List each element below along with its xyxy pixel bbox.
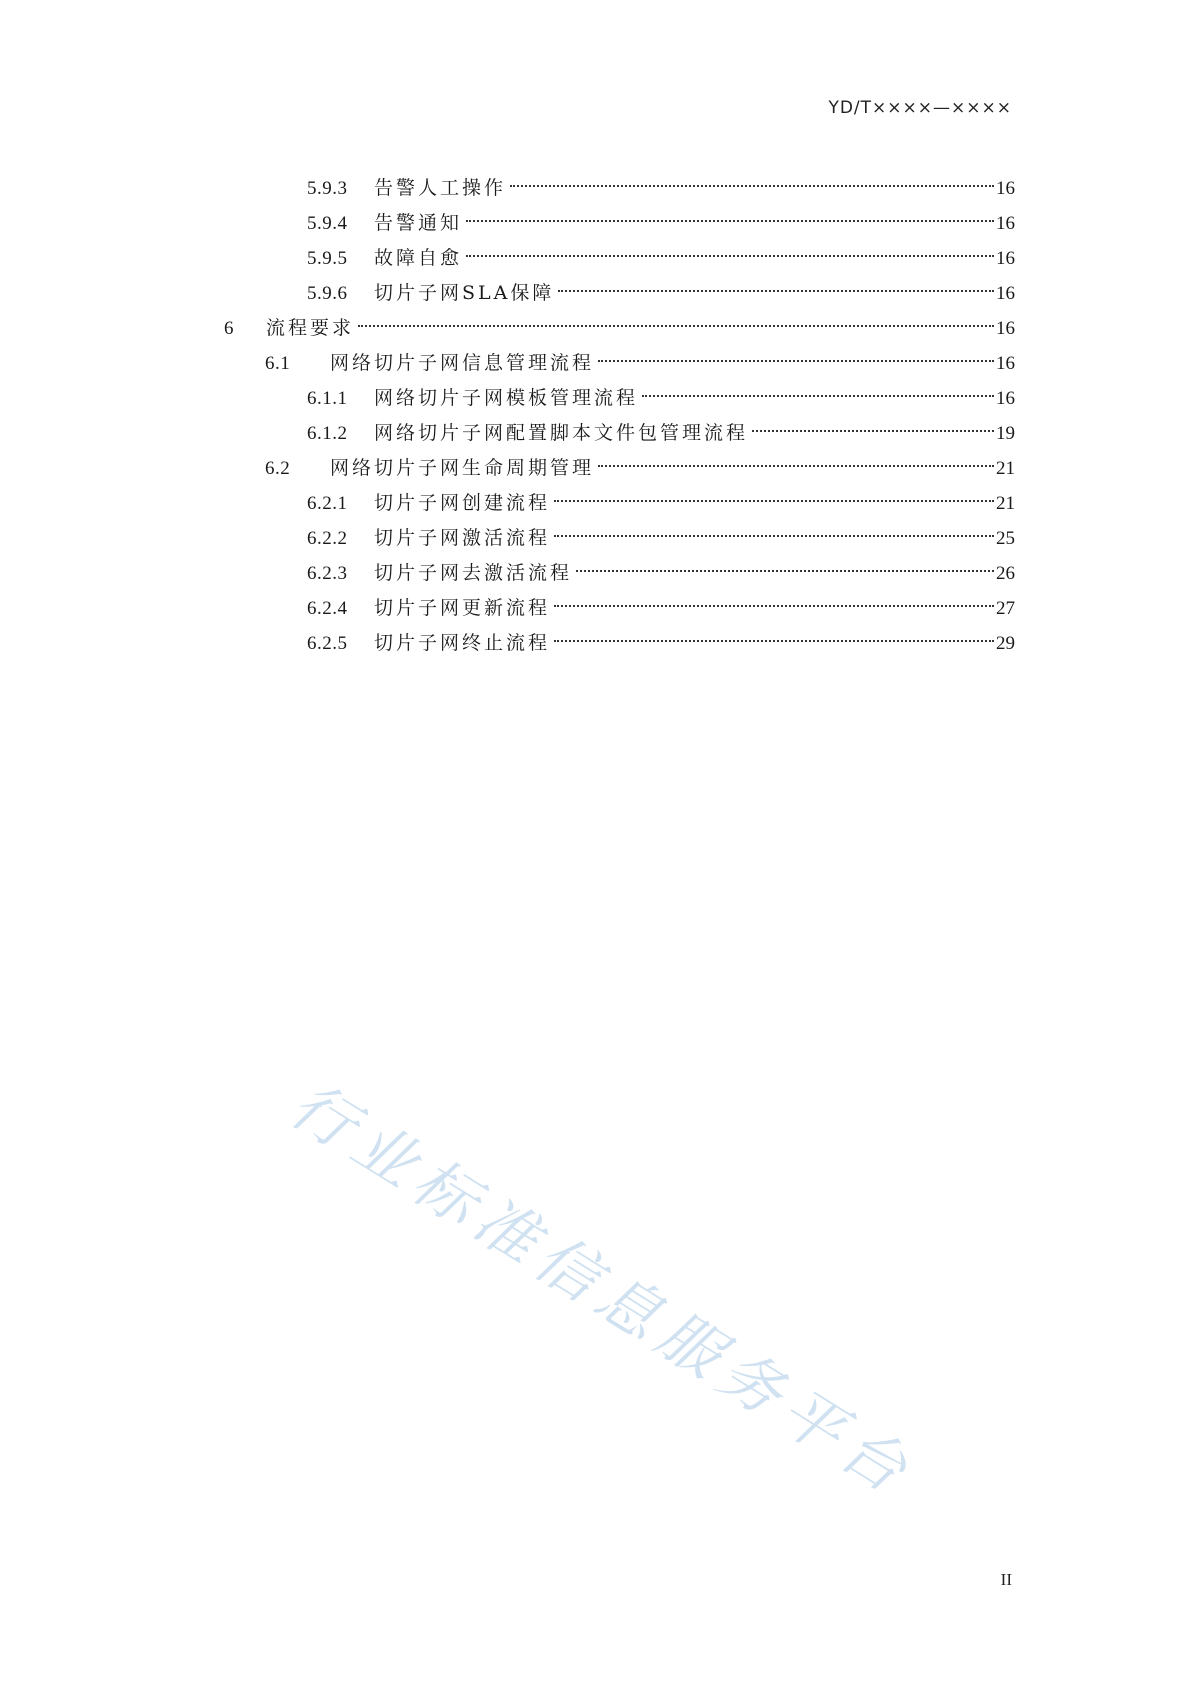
toc-entry-6-1-2[interactable] [307, 407, 1015, 444]
toc-entry-page: 21 [996, 493, 1015, 514]
toc-entry-6-2-2[interactable] [307, 512, 1015, 549]
toc-entry-number: 5.9.4 [307, 213, 348, 234]
toc-dot-leader [510, 162, 994, 194]
toc-entry-page: 16 [996, 283, 1015, 304]
toc-entry-number: 5.9.5 [307, 248, 348, 269]
toc-entry-number: 6.2.1 [307, 493, 348, 514]
toc-entry-6-2-1[interactable] [307, 477, 1015, 514]
watermark-text: 行业标准信息服务平台 [278, 1067, 928, 1512]
toc-entry-number: 6.1.1 [307, 388, 348, 409]
toc-dot-leader [642, 372, 994, 404]
toc-entry-title: 切片子网终止流程 [374, 632, 551, 654]
toc-entry-title: 流程要求 [266, 317, 355, 339]
toc-entry-title: 网络切片子网生命周期管理 [330, 457, 595, 479]
toc-entry-page: 16 [996, 353, 1015, 374]
toc-entry-title: 切片子网去激活流程 [374, 562, 573, 584]
toc-entry-title: 切片子网SLA保障 [374, 282, 555, 304]
toc-entry-number: 6.1 [265, 353, 291, 374]
toc-entry-6-2[interactable] [265, 442, 1015, 479]
toc-dot-leader [752, 407, 994, 439]
toc-entry-page: 25 [996, 528, 1015, 549]
toc-entry-number: 6.2.2 [307, 528, 348, 549]
toc-entry-6-2-3[interactable] [307, 547, 1015, 584]
toc-dot-leader [598, 442, 994, 474]
toc-entry-number: 6.2.4 [307, 598, 348, 619]
toc-entry-page: 16 [996, 213, 1015, 234]
toc-entry-title: 切片子网激活流程 [374, 527, 551, 549]
toc-entry-number: 6 [224, 318, 234, 339]
toc-entry-number: 6.2 [265, 458, 291, 479]
toc-entry-title: 故障自愈 [374, 247, 463, 269]
toc-entry-page: 19 [996, 423, 1015, 444]
toc-entry-page: 16 [996, 388, 1015, 409]
toc-entry-5-9-5[interactable] [307, 232, 1015, 269]
toc-entry-number: 5.9.6 [307, 283, 348, 304]
toc-entry-6-1-1[interactable] [307, 372, 1015, 409]
toc-entry-page: 29 [996, 633, 1015, 654]
toc-entry-number: 6.2.5 [307, 633, 348, 654]
toc-dot-leader [558, 267, 994, 299]
toc-dot-leader [466, 232, 994, 264]
toc-entry-page: 16 [996, 178, 1015, 199]
toc-entry-title: 切片子网更新流程 [374, 597, 551, 619]
toc-entry-page: 27 [996, 598, 1015, 619]
toc-dot-leader [554, 477, 994, 509]
toc-entry-title: 网络切片子网配置脚本文件包管理流程 [374, 422, 749, 444]
toc-entry-6-2-4[interactable] [307, 582, 1015, 619]
toc-dot-leader [554, 617, 994, 649]
toc-entry-page: 16 [996, 248, 1015, 269]
toc-entry-page: 26 [996, 563, 1015, 584]
toc-entry-title: 网络切片子网信息管理流程 [330, 352, 595, 374]
toc-entry-title: 告警人工操作 [374, 177, 507, 199]
toc-dot-leader [598, 337, 994, 369]
toc-entry-page: 21 [996, 458, 1015, 479]
toc-entry-number: 6.2.3 [307, 563, 348, 584]
toc-entry-title: 网络切片子网模板管理流程 [374, 387, 639, 409]
toc-entry-title: 切片子网创建流程 [374, 492, 551, 514]
page-number-footer: II [1000, 1570, 1012, 1589]
toc-entry-6-2-5[interactable] [307, 617, 1015, 654]
toc-entry-5-9-6[interactable] [307, 267, 1015, 304]
toc-dot-leader [358, 302, 994, 334]
toc-dot-leader [554, 512, 994, 544]
toc-entry-6-1[interactable] [265, 337, 1015, 374]
toc-entry-number: 6.1.2 [307, 423, 348, 444]
toc-entry-page: 16 [996, 318, 1015, 339]
document-code-header: YD/T××××—×××× [828, 98, 1012, 118]
toc-entry-6[interactable] [224, 302, 1015, 339]
toc-dot-leader [576, 547, 994, 579]
toc-entry-title: 告警通知 [374, 212, 463, 234]
toc-entry-5-9-3[interactable] [307, 162, 1015, 199]
toc-entry-5-9-4[interactable] [307, 197, 1015, 234]
toc-dot-leader [554, 582, 994, 614]
toc-entry-number: 5.9.3 [307, 178, 348, 199]
toc-dot-leader [466, 197, 994, 229]
